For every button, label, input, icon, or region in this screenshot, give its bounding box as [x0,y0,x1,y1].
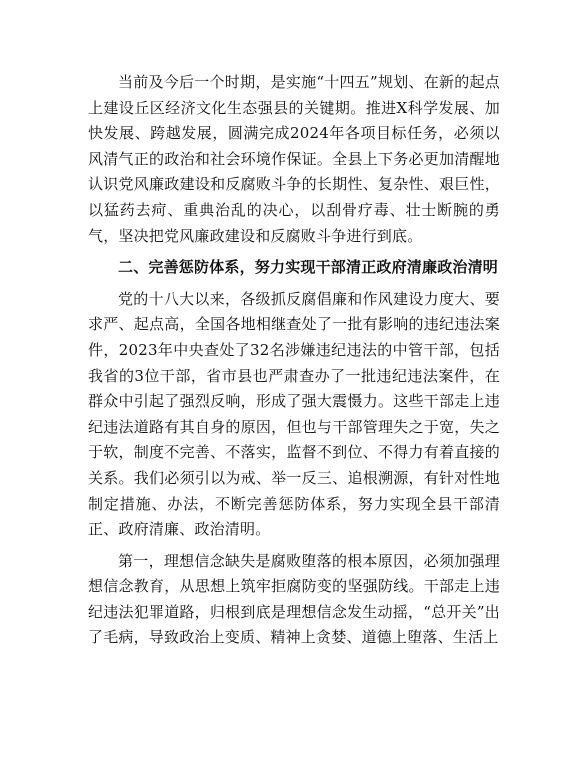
paragraph-background: 党的十八大以来，各级抓反腐倡廉和作风建设力度大、要求严、起点高，全国各地相继查处了一批有影响的违纪违法案件，2023年中央查处了32名涉嫌违纪违法的中管干部，包括我省的3位干部，省市县也严肃查办了一批违纪违法案件，在群众中引起了强烈反响，形成了强大震慑力。这些干部走上违纪违法道路有其自身的原因，但也与干部管理失之于宽，失之于软，制度不完善、不落实，监督不到位、不得力有着直接的关系。我们必须引以为戒、举一反三、追根溯源，有针对性地制定措施、办法，不断完善惩防体系，努力实现全县干部清正、政府清廉、政治清明。 [88,289,500,539]
paragraph-intro: 当前及今后一个时期，是实施“十四五”规划、在新的起点上建设丘区经济文化生态强县的关键期。推进X科学发展、加快发展、跨越发展，圆满完成2024年各项目标任务，必须以风清气正的政治和社会环境作保证。全县上下务必更加清醒地认识党风廉政建设和反腐败斗争的长期性、复杂性、艰巨性，以猛药去疴、重典治乱的决心，以刮骨疗毒、壮士断腕的勇气，坚决把党风廉政建设和反腐败斗争进行到底。 [88,73,500,245]
paragraph-first-point: 第一，理想信念缺失是腐败堕落的根本原因，必须加强理想信念教育，从思想上筑牢拒腐防变的坚强防线。干部走上违纪违法犯罪道路，归根到底是理想信念发生动摇，“总开关”出了毛病，导致政治上变质、精神上贪婪、道德上堕落、生活上 [88,551,500,647]
section-heading: 二、完善惩防体系，努力实现干部清正政府清廉政治清明 [118,258,499,277]
document-body [88,70,500,657]
